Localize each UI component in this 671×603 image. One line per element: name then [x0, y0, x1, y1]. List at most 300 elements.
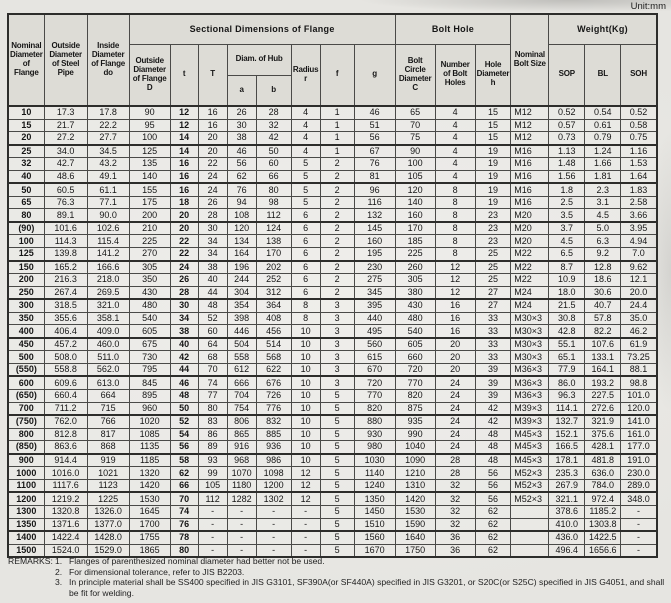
table-cell: 936: [256, 441, 291, 454]
table-cell: 1560: [354, 531, 395, 544]
table-cell: 21.5: [549, 299, 585, 312]
table-cell: 40: [198, 274, 227, 287]
table-cell: 1303.8: [585, 518, 621, 531]
table-cell: 46: [170, 376, 198, 389]
table-cell: 1420: [395, 492, 435, 505]
table-cell: M45×3: [511, 454, 549, 467]
header-bolt-circle-diameter: Bolt Circle Diameter C: [395, 44, 435, 106]
table-cell: 540: [395, 325, 435, 338]
header-hub-a: a: [227, 75, 256, 106]
table-cell: 3: [320, 325, 354, 338]
table-cell: 1000: [8, 467, 44, 480]
table-cell: 1.56: [549, 170, 585, 183]
table-cell: 845: [129, 376, 170, 389]
table-row: [8, 119, 657, 132]
table-cell: 1700: [129, 518, 170, 531]
table-cell: 10: [8, 106, 44, 119]
table-cell: 8.7: [549, 261, 585, 274]
table-row: [8, 158, 657, 171]
header-group-sectional: Sectional Dimensions of Flange: [129, 14, 395, 44]
table-cell: 42: [170, 351, 198, 364]
table-cell: 16: [170, 170, 198, 183]
table-cell: 3.7: [549, 222, 585, 235]
table-cell: 8: [435, 222, 475, 235]
table-cell: 88.1: [621, 363, 657, 376]
table-cell: 0.79: [585, 132, 621, 145]
table-cell: 1428.0: [87, 531, 129, 544]
table-cell: 355.6: [44, 312, 87, 325]
table-cell: 711.2: [44, 402, 87, 415]
table-cell: 27.2: [44, 132, 87, 145]
table-cell: 101.6: [44, 222, 87, 235]
table-cell: 74: [198, 376, 227, 389]
table-cell: 806: [227, 415, 256, 428]
table-row: [8, 415, 657, 428]
table-cell: 318.5: [44, 299, 87, 312]
table-cell: 44: [198, 286, 227, 299]
table-cell: 155: [129, 183, 170, 196]
table-cell: 1135: [129, 441, 170, 454]
table-cell: 12.1: [621, 274, 657, 287]
table-cell: -: [291, 531, 320, 544]
table-cell: 30: [198, 222, 227, 235]
table-cell: 28: [435, 454, 475, 467]
table-cell: 23: [475, 235, 511, 248]
table-row: [8, 261, 657, 274]
table-cell: 1185: [129, 454, 170, 467]
header-inside-diameter-flange: Inside Diameter of Flange do: [87, 14, 129, 106]
table-cell: 1500: [8, 544, 44, 557]
table-cell: 98.8: [621, 376, 657, 389]
table-cell: 62: [475, 544, 511, 557]
table-cell: 195: [354, 248, 395, 261]
table-cell: 77.1: [87, 196, 129, 209]
table-cell: M20: [511, 209, 549, 222]
table-cell: 175: [129, 196, 170, 209]
table-cell: 8: [291, 299, 320, 312]
table-cell: 1098: [256, 467, 291, 480]
table-cell: 160: [395, 209, 435, 222]
table-cell: M16: [511, 196, 549, 209]
table-cell: 77: [198, 390, 227, 403]
table-row: [8, 531, 657, 544]
table-cell: 6: [291, 235, 320, 248]
table-cell: 55.1: [549, 338, 585, 351]
table-cell: 1100: [8, 479, 44, 492]
table-cell: 666: [227, 376, 256, 389]
table-cell: 895: [129, 390, 170, 403]
table-cell: 161.0: [621, 428, 657, 441]
table-cell: 33: [475, 325, 511, 338]
table-cell: 166.6: [87, 261, 129, 274]
table-cell: 48: [475, 441, 511, 454]
table-cell: 5: [320, 402, 354, 415]
table-cell: 25: [475, 261, 511, 274]
table-cell: 28: [170, 286, 198, 299]
table-cell: 986: [256, 454, 291, 467]
table-cell: 20: [198, 132, 227, 145]
table-cell: 6.3: [585, 235, 621, 248]
table-cell: 2: [320, 183, 354, 196]
table-cell: 776: [256, 402, 291, 415]
table-cell: 60.5: [44, 183, 87, 196]
table-cell: 16: [435, 325, 475, 338]
table-cell: (90): [8, 222, 44, 235]
table-cell: 1530: [395, 505, 435, 518]
table-cell: 2: [320, 209, 354, 222]
table-cell: 46.2: [621, 325, 657, 338]
table-cell: 3.95: [621, 222, 657, 235]
table-row: [8, 467, 657, 480]
table-cell: 1645: [129, 505, 170, 518]
table-row: [8, 106, 657, 119]
table-cell: 24.4: [621, 299, 657, 312]
table-cell: 28: [198, 209, 227, 222]
table-cell: 1180: [227, 479, 256, 492]
table-cell: -: [256, 505, 291, 518]
table-cell: 78: [170, 531, 198, 544]
table-cell: 61.1: [87, 183, 129, 196]
table-cell: 3: [320, 312, 354, 325]
table-cell: -: [256, 544, 291, 557]
table-cell: 1.83: [621, 183, 657, 196]
table-cell: 19: [475, 145, 511, 158]
table-cell: 916: [227, 441, 256, 454]
table-cell: 972.4: [585, 492, 621, 505]
table-cell: 409.0: [87, 325, 129, 338]
table-cell: 960: [129, 402, 170, 415]
table-cell: 19: [475, 183, 511, 196]
table-cell: 16: [170, 158, 198, 171]
table-cell: 2: [320, 170, 354, 183]
table-cell: 19: [475, 170, 511, 183]
table-cell: 24: [435, 441, 475, 454]
table-row: [8, 248, 657, 261]
table-cell: 73.25: [621, 351, 657, 364]
table-cell: 140: [395, 196, 435, 209]
table-cell: 540: [129, 312, 170, 325]
table-cell: 364: [256, 299, 291, 312]
table-cell: 700: [8, 402, 44, 415]
table-cell: 766: [87, 415, 129, 428]
table-row: [8, 441, 657, 454]
table-cell: 6: [291, 274, 320, 287]
table-cell: 1: [320, 106, 354, 119]
table-cell: -: [291, 505, 320, 518]
table-cell: 26: [198, 196, 227, 209]
table-cell: 5: [320, 531, 354, 544]
table-cell: 68: [198, 351, 227, 364]
table-cell: 40: [170, 338, 198, 351]
table-cell: 812.8: [44, 428, 87, 441]
table-cell: 358.1: [87, 312, 129, 325]
table-cell: 48: [198, 299, 227, 312]
table-cell: 5: [320, 454, 354, 467]
table-cell: 25: [475, 248, 511, 261]
table-cell: 919: [87, 454, 129, 467]
table-cell: 1021: [87, 467, 129, 480]
table-cell: 6: [291, 248, 320, 261]
table-cell: 1400: [8, 531, 44, 544]
table-cell: 77.9: [549, 363, 585, 376]
table-cell: 4.5: [549, 235, 585, 248]
table-cell: 12: [435, 274, 475, 287]
table-cell: 5.0: [585, 222, 621, 235]
table-cell: 1085: [129, 428, 170, 441]
table-cell: 6: [291, 209, 320, 222]
table-cell: 2: [320, 248, 354, 261]
header-outside-diameter-pipe: Outside Diameter of Steel Pipe: [44, 14, 87, 106]
table-cell: 48: [170, 390, 198, 403]
table-cell: 321.0: [87, 299, 129, 312]
table-cell: 24: [435, 428, 475, 441]
table-row: [8, 196, 657, 209]
table-cell: 375.6: [585, 428, 621, 441]
table-cell: 3: [320, 376, 354, 389]
table-cell: 66: [256, 170, 291, 183]
table-cell: 10: [291, 376, 320, 389]
table-cell: 80: [8, 209, 44, 222]
table-cell: 196: [227, 261, 256, 274]
table-cell: 227.5: [585, 390, 621, 403]
table-cell: 12.8: [585, 261, 621, 274]
table-cell: 86: [198, 428, 227, 441]
table-cell: 1.81: [585, 170, 621, 183]
table-row: [8, 363, 657, 376]
table-cell: 70: [395, 119, 435, 132]
table-cell: 24: [170, 261, 198, 274]
table-cell: 1.8: [549, 183, 585, 196]
table-cell: 0.57: [549, 119, 585, 132]
header-bl: BL: [585, 44, 621, 106]
table-cell: 275: [354, 274, 395, 287]
table-cell: 868: [87, 441, 129, 454]
table-cell: 102.6: [87, 222, 129, 235]
table-cell: 80: [198, 402, 227, 415]
table-cell: 26: [170, 274, 198, 287]
table-cell: 2: [320, 261, 354, 274]
table-cell: 38: [170, 325, 198, 338]
table-cell: 2: [320, 274, 354, 287]
table-cell: 615: [354, 351, 395, 364]
table-cell: M45×3: [511, 441, 549, 454]
table-cell: 14: [170, 145, 198, 158]
table-cell: -: [256, 518, 291, 531]
table-cell: M36×3: [511, 363, 549, 376]
table-cell: 62: [475, 531, 511, 544]
table-cell: 43.2: [87, 158, 129, 171]
table-cell: 33: [475, 312, 511, 325]
table-cell: 101.0: [621, 390, 657, 403]
table-cell: 770: [395, 376, 435, 389]
table-cell: 95: [129, 119, 170, 132]
table-cell: -: [227, 531, 256, 544]
table-cell: 52: [170, 415, 198, 428]
table-cell: M36×3: [511, 376, 549, 389]
table-row: [8, 505, 657, 518]
table-cell: M45×3: [511, 428, 549, 441]
table-row: [8, 492, 657, 505]
table-cell: 26: [227, 106, 256, 119]
table-cell: 48.6: [44, 170, 87, 183]
table-row: [8, 132, 657, 145]
table-cell: 305: [129, 261, 170, 274]
table-cell: 3: [320, 351, 354, 364]
table-cell: 24: [435, 376, 475, 389]
table-cell: 178.1: [549, 454, 585, 467]
table-cell: 12: [291, 492, 320, 505]
table-cell: 100: [8, 235, 44, 248]
table-cell: 1310: [395, 479, 435, 492]
table-cell: 272.6: [585, 402, 621, 415]
table-cell: 225: [395, 248, 435, 261]
table-row: [8, 183, 657, 196]
table-cell: 885: [256, 428, 291, 441]
table-cell: 216.3: [44, 274, 87, 287]
table-cell: 980: [354, 441, 395, 454]
header-soh: SOH: [621, 44, 657, 106]
table-cell: 132: [354, 209, 395, 222]
table-cell: 832: [256, 415, 291, 428]
table-cell: 312: [256, 286, 291, 299]
table-cell: 56: [227, 158, 256, 171]
table-cell: 160: [354, 235, 395, 248]
table-cell: 30: [170, 299, 198, 312]
table-cell: 428.1: [585, 441, 621, 454]
table-cell: 12: [170, 106, 198, 119]
table-cell: 90.0: [87, 209, 129, 222]
table-cell: 12: [291, 467, 320, 480]
table-cell: 19: [475, 158, 511, 171]
table-cell: 600: [8, 376, 44, 389]
table-cell: 5: [320, 441, 354, 454]
table-cell: 269.5: [87, 286, 129, 299]
table-cell: 36: [435, 531, 475, 544]
table-cell: 185: [395, 235, 435, 248]
table-cell: 1040: [395, 441, 435, 454]
table-row: [8, 518, 657, 531]
table-cell: 730: [129, 351, 170, 364]
flange-table-header: [8, 14, 657, 106]
table-cell: 60: [198, 325, 227, 338]
table-cell: 5: [320, 518, 354, 531]
table-cell: M12: [511, 132, 549, 145]
table-cell: 0.61: [585, 119, 621, 132]
table-cell: 17.3: [44, 106, 87, 119]
table-cell: 52: [198, 312, 227, 325]
table-cell: 105: [198, 479, 227, 492]
table-cell: 558.8: [44, 363, 87, 376]
table-cell: M30×3: [511, 351, 549, 364]
table-cell: 1090: [395, 454, 435, 467]
table-row: [8, 338, 657, 351]
table-cell: 6.5: [549, 248, 585, 261]
table-cell: 50: [256, 145, 291, 158]
table-cell: 480: [395, 312, 435, 325]
table-cell: 480: [129, 299, 170, 312]
table-cell: 42: [475, 402, 511, 415]
table-row: [8, 479, 657, 492]
table-cell: 32: [435, 492, 475, 505]
table-cell: 762.0: [44, 415, 87, 428]
table-cell: -: [227, 518, 256, 531]
header-number-of-bolt-holes: Number of Bolt Holes: [435, 44, 475, 106]
table-cell: M30×3: [511, 312, 549, 325]
table-cell: 1350: [8, 518, 44, 531]
table-cell: 1.16: [621, 145, 657, 158]
table-cell: 34.0: [44, 145, 87, 158]
table-cell: 436.0: [549, 531, 585, 544]
table-cell: 930: [354, 428, 395, 441]
table-cell: 42: [475, 415, 511, 428]
table-cell: 50: [170, 402, 198, 415]
table-cell: 350: [129, 274, 170, 287]
table-cell: 354: [227, 299, 256, 312]
table-cell: 200: [129, 209, 170, 222]
table-cell: 1670: [354, 544, 395, 557]
table-cell: 560: [354, 338, 395, 351]
table-cell: 440: [354, 312, 395, 325]
table-cell: 5: [320, 492, 354, 505]
table-row: [8, 274, 657, 287]
table-cell: 675: [129, 338, 170, 351]
table-cell: 5: [291, 196, 320, 209]
table-cell: 800: [8, 428, 44, 441]
table-cell: 3.1: [585, 196, 621, 209]
table-cell: 14: [170, 132, 198, 145]
table-cell: 1240: [354, 479, 395, 492]
table-cell: 67: [354, 145, 395, 158]
table-cell: 10: [291, 363, 320, 376]
table-cell: 62: [227, 170, 256, 183]
table-cell: 56: [170, 441, 198, 454]
header-group-bolt-hole: Bolt Hole: [395, 14, 511, 44]
table-cell: 6: [291, 222, 320, 235]
table-cell: -: [621, 531, 657, 544]
table-cell: 24: [435, 402, 475, 415]
table-cell: 152.1: [549, 428, 585, 441]
table-cell: 2.58: [621, 196, 657, 209]
table-cell: 210: [129, 222, 170, 235]
table-cell: 511.0: [87, 351, 129, 364]
table-cell: 1210: [395, 467, 435, 480]
table-cell: 114.3: [44, 235, 87, 248]
table-cell: 568: [256, 351, 291, 364]
table-cell: 0.54: [585, 106, 621, 119]
table-cell: 24: [198, 170, 227, 183]
table-cell: 514: [256, 338, 291, 351]
header-radius: Radius r: [291, 44, 320, 106]
table-cell: 605: [395, 338, 435, 351]
table-cell: 1070: [227, 467, 256, 480]
table-cell: 34: [198, 248, 227, 261]
table-cell: 305: [395, 274, 435, 287]
table-cell: 3.5: [549, 209, 585, 222]
table-cell: 500: [8, 351, 44, 364]
table-cell: 164: [227, 248, 256, 261]
table-row: [8, 299, 657, 312]
table-cell: (750): [8, 415, 44, 428]
table-cell: 108: [227, 209, 256, 222]
table-row: [8, 222, 657, 235]
table-cell: M39×3: [511, 402, 549, 415]
table-cell: 5: [291, 183, 320, 196]
table-cell: 134: [227, 235, 256, 248]
table-cell: 1755: [129, 531, 170, 544]
table-cell: 300: [8, 299, 44, 312]
table-cell: 15: [8, 119, 44, 132]
table-cell: 676: [256, 376, 291, 389]
